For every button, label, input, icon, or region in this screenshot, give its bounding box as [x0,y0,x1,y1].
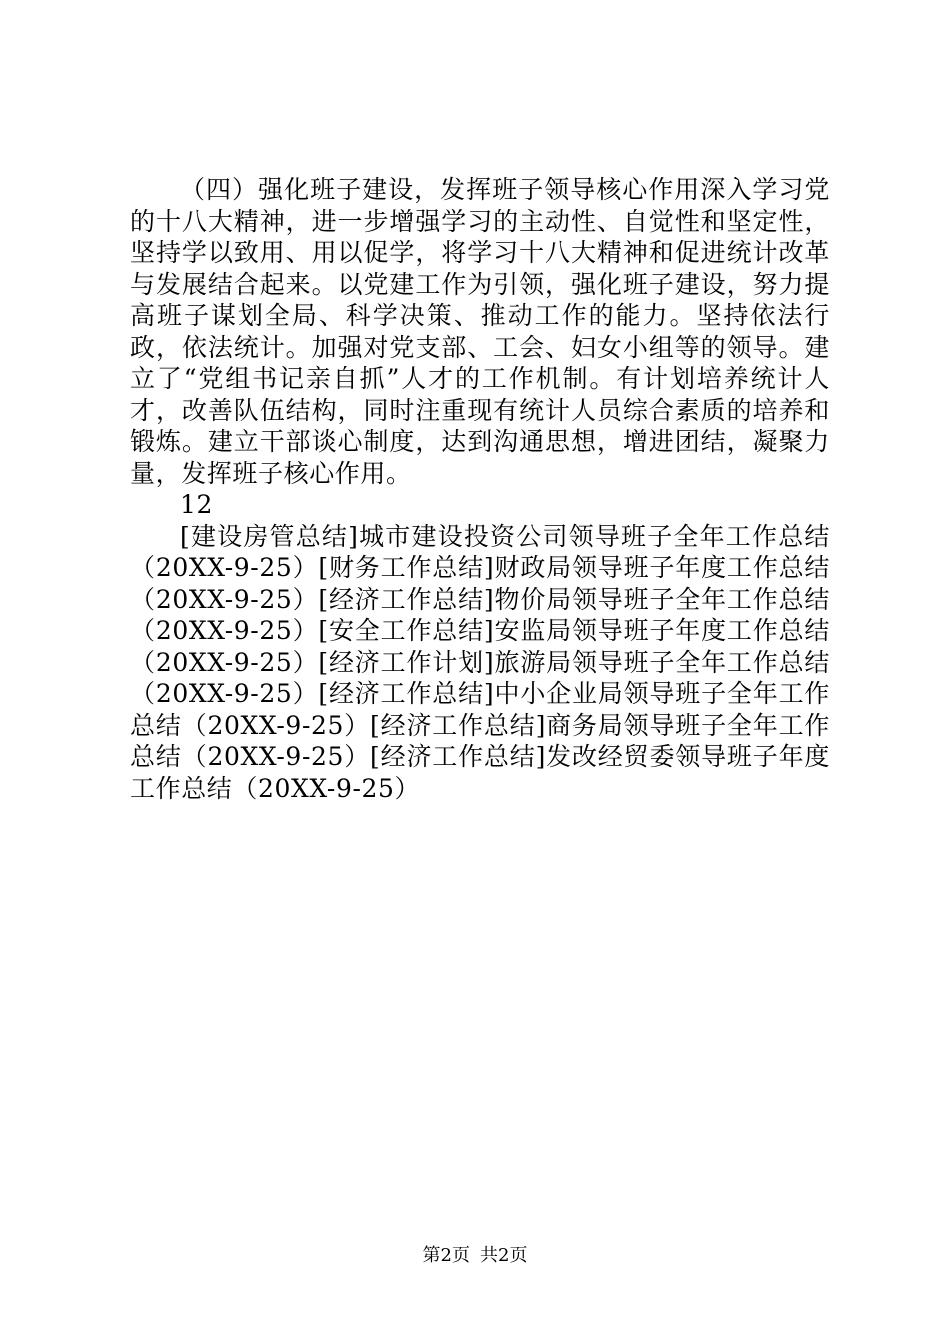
paragraph-section-four: （四）强化班子建设，发挥班子领导核心作用深入学习党的十八大精神，进一步增强学习的主动性、自觉性和坚定性，坚持学以致用、用以促学，将学习十八大精神和促进统计改革与发展结合起来。以党建工作为引领，强化班子建设，努力提高班子谋划全局、科学决策、推动工作的能力。坚持依法行政，依法统计。加强对党支部、工会、妇女小组等的领导。建立了“党组书记亲自抓”人才的工作机制。有计划培养统计人才，改善队伍结构，同时注重现有统计人员综合素质的培养和锻炼。建立干部谈心制度，达到沟通思想，增进团结，凝聚力量，发挥班子核心作用。 [130,175,830,488]
inline-number: 12 [180,490,214,519]
related-articles-list: [建设房管总结]城市建设投资公司领导班子全年工作总结（20XX-9-25）[财务工作总结]财政局领导班子年度工作总结（20XX-9-25）[经济工作总结]物价局领导班子全年工作总结（20XX-9-25）[安全工作总结]安监局领导班子年度工作总结（20XX-9-25）[经济工作计划]旅游局领导班子全年工作总结（20XX-9-25）[经济工作总结]中小企业局领导班子全年工作总结（20XX-9-25）[经济工作总结]商务局领导班子全年工作总结（20XX-9-25）[经济工作总结]发改经贸委领导班子年度工作总结（20XX-9-25） [130,521,830,803]
page-current-label: 第2页 [422,1245,470,1266]
page-total-label: 共2页 [480,1245,528,1266]
page-footer [0,1245,950,1267]
document-body [130,174,830,804]
